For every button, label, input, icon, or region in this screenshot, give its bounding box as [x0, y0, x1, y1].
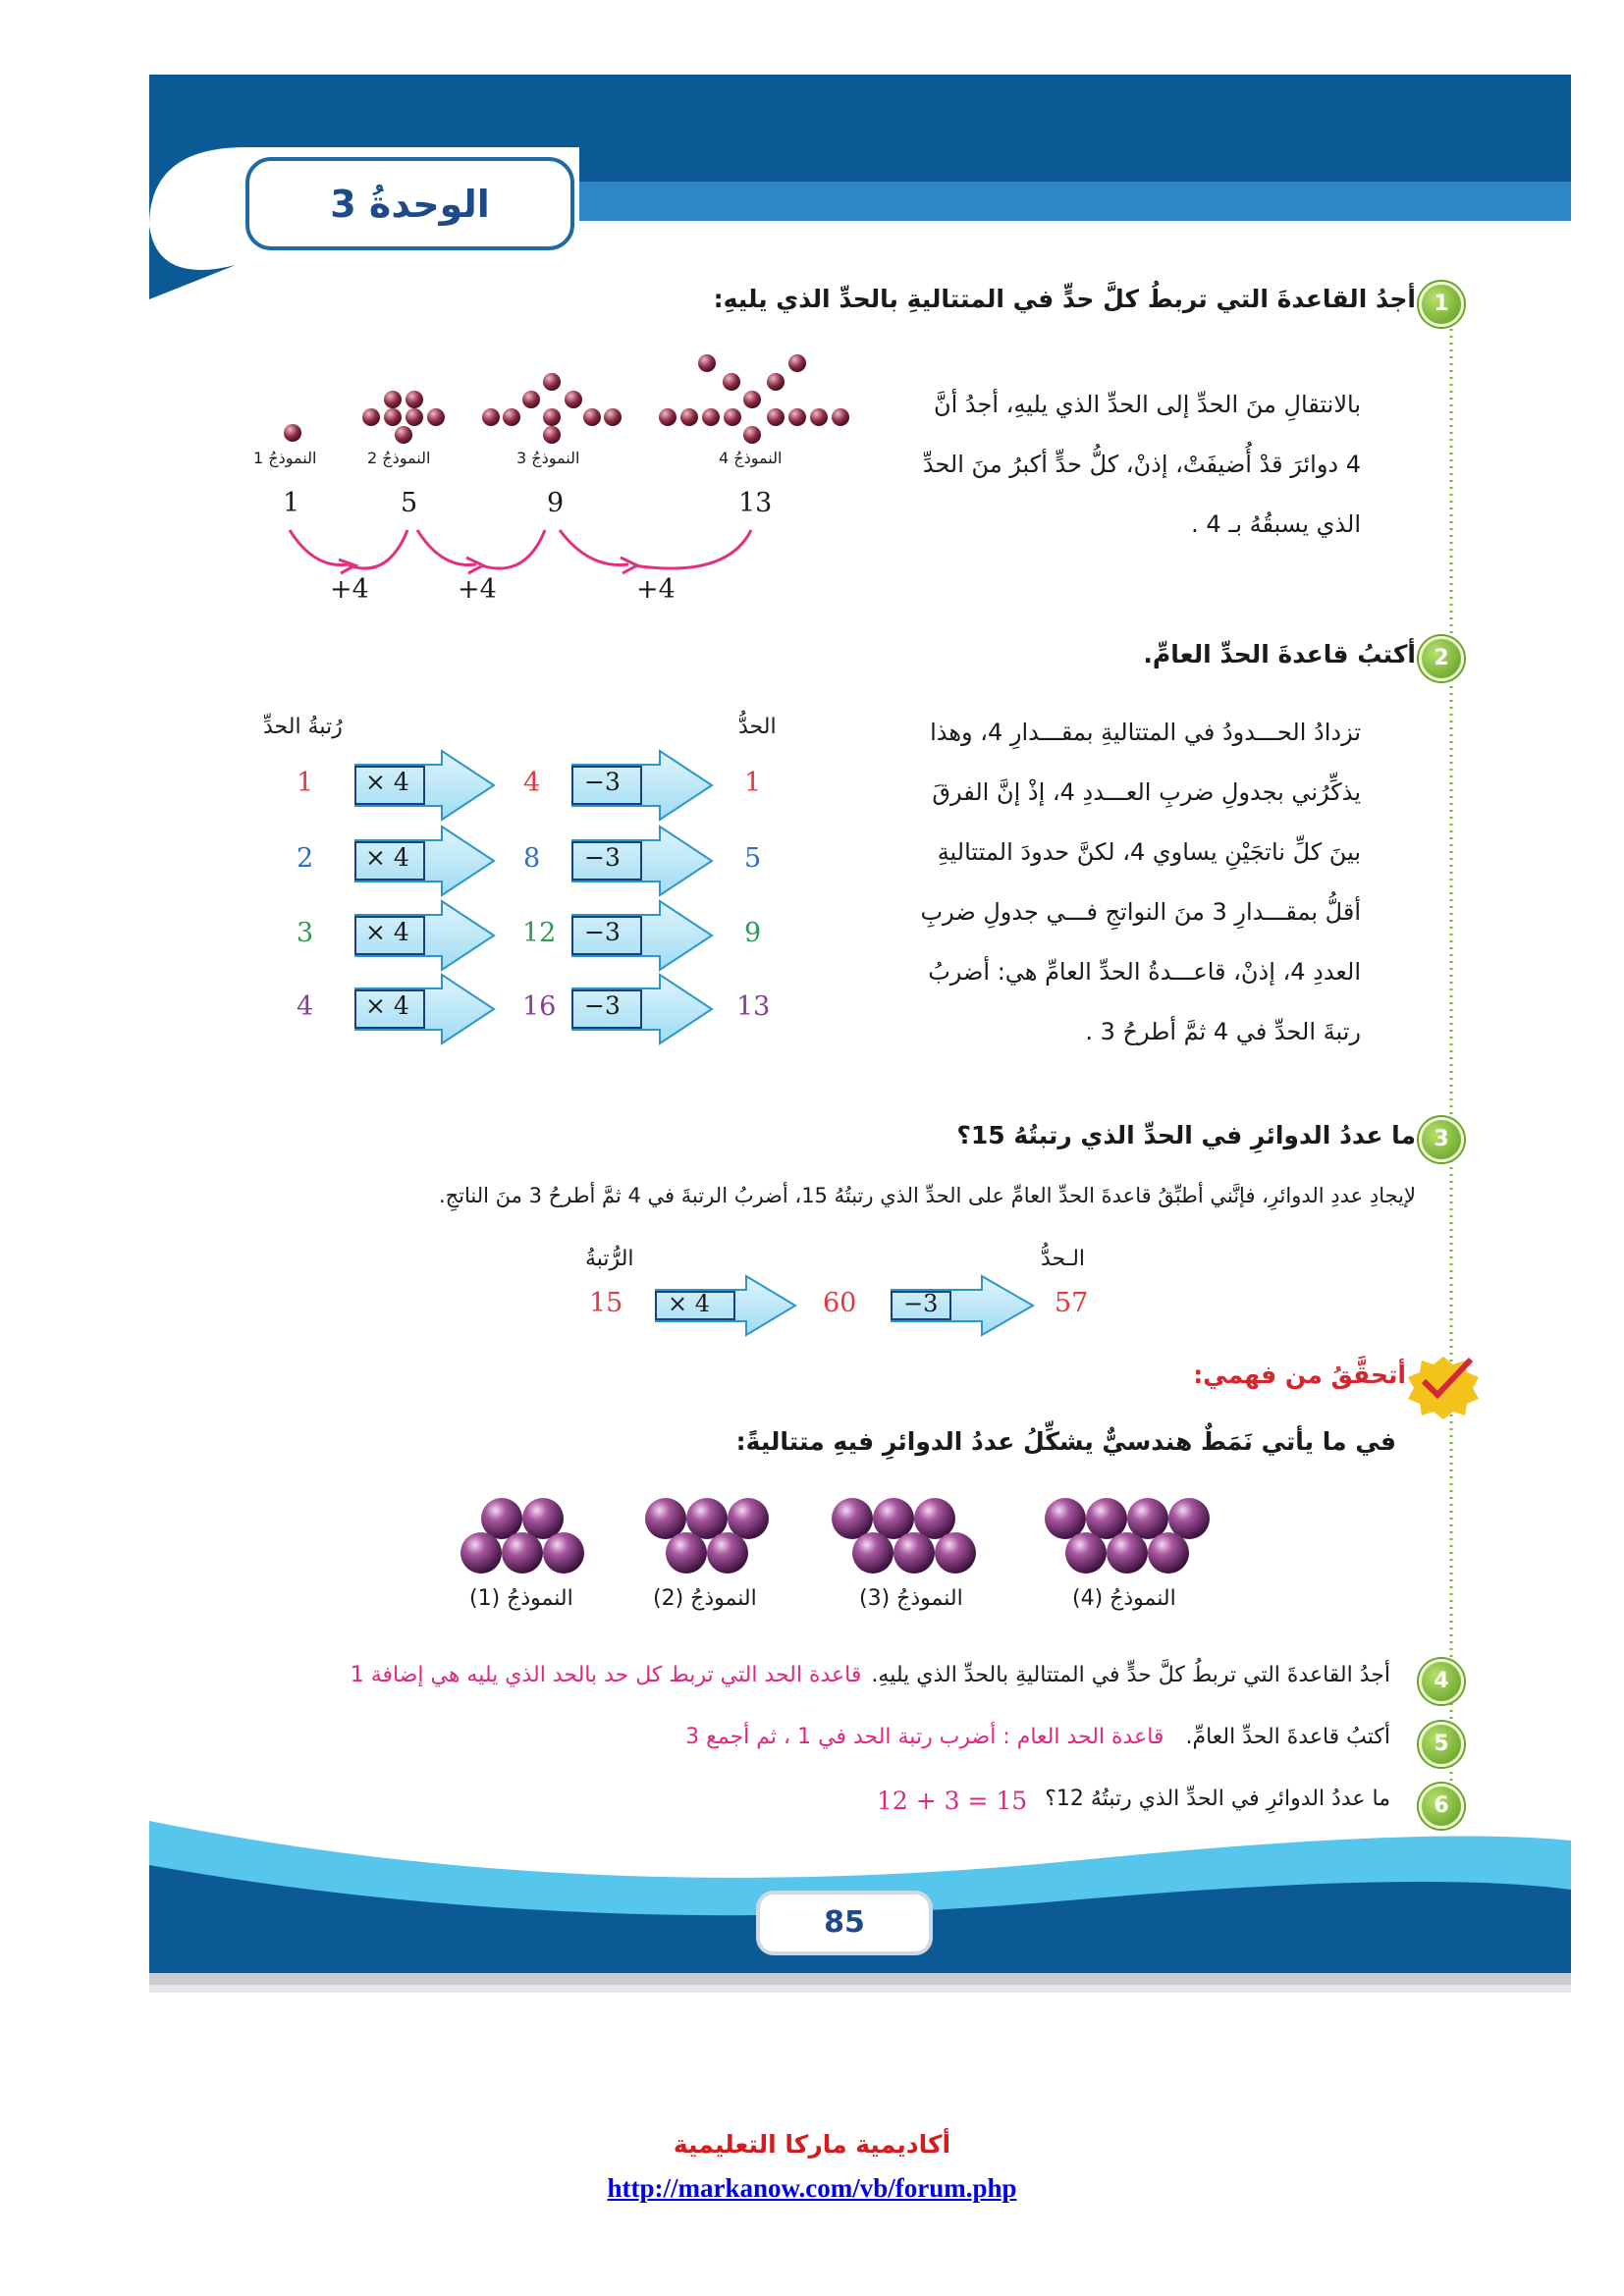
q1-step-3: +4 — [636, 574, 676, 605]
q3-op-multiply: × 4 — [668, 1290, 711, 1317]
q2-number-badge: 2 — [1419, 636, 1464, 681]
unit-title: الوحدةُ 3 — [245, 157, 574, 250]
q4-number-badge: 4 — [1419, 1659, 1464, 1704]
q2-term: 1 — [744, 768, 762, 798]
q1-title: أجدُ القاعدةَ التي تربطُ كلَّ حدٍّ في المتتاليةِ بالحدِّ الذي يليهِ: — [713, 285, 1416, 313]
q4-line — [212, 1663, 1390, 1687]
q3-title: ما عددُ الدوائرِ في الحدِّ الذي رتبتُهُ 15؟ — [956, 1121, 1416, 1149]
q1-model-label-3: النموذجُ 3 — [516, 449, 580, 467]
q5-line — [408, 1725, 1390, 1749]
q2-col-term-header: الحدُّ — [738, 715, 777, 739]
q2-line-3: بينَ كلِّ ناتجَيْنِ يساوي 4، لكنَّ حدودَ المتتاليةِ — [937, 838, 1361, 866]
q1-model-label-2: النموذجُ 2 — [367, 449, 431, 467]
q1-line-2: 4 دوائرَ قدْ أُضيفَتْ، إذنْ، كلُّ حدٍّ أكبرُ منَ الحدِّ — [922, 451, 1361, 478]
pattern-model-2 — [645, 1498, 769, 1574]
q2-line-6: رتبةَ الحدِّ في 4 ثمَّ أطرحُ 3 . — [1085, 1018, 1361, 1045]
q2-term: 13 — [736, 991, 771, 1022]
q1-term-2: 5 — [401, 488, 418, 518]
q6-number-badge: 6 — [1419, 1784, 1464, 1829]
q2-op-subtract: −3 — [584, 768, 621, 796]
pattern-label-3: النموذجُ (3) — [859, 1586, 963, 1611]
q2-op-subtract: −3 — [584, 918, 621, 946]
q1-model-label-4: النموذجُ 4 — [719, 449, 783, 467]
q1-model-1 — [284, 424, 301, 442]
q5-answer: قاعدة الحد العام : أضرب رتبة الحد في 1 ، ثم أجمع 3 — [685, 1725, 1164, 1749]
q2-title: أكتبُ قاعدةَ الحدِّ العامِّ. — [1143, 640, 1416, 668]
q3-term-label: الـحدُّ — [1041, 1247, 1086, 1271]
q3-number-badge: 3 — [1419, 1117, 1464, 1162]
q1-model-3 — [482, 373, 622, 444]
q2-op-subtract: −3 — [584, 991, 621, 1020]
q3-product: 60 — [823, 1288, 857, 1318]
q2-explanation — [899, 703, 1361, 1062]
q2-line-4: أقلُّ بمقـــدارِ 3 منَ النواتجِ فـــي جدولِ ضربِ — [920, 898, 1361, 926]
q1-model-2 — [362, 391, 445, 444]
page-number: 85 — [756, 1891, 933, 1955]
q3-op-subtract: −3 — [903, 1290, 939, 1317]
q6-line — [408, 1787, 1390, 1815]
q6-answer: 12 + 3 = 15 — [877, 1787, 1028, 1815]
q1-term-4: 13 — [738, 488, 773, 518]
q1-model-label-1: النموذجُ 1 — [253, 449, 317, 467]
q2-rank: 1 — [297, 768, 314, 798]
q2-op-multiply: × 4 — [365, 991, 409, 1020]
q4-text: أجدُ القاعدةَ التي تربطُ كلَّ حدٍّ في المتتاليةِ بالحدِّ الذي يليهِ. — [871, 1663, 1390, 1687]
q1-number-badge: 1 — [1419, 282, 1464, 327]
q2-term: 9 — [744, 918, 762, 948]
q5-number-badge: 5 — [1419, 1722, 1464, 1767]
q3-term: 57 — [1055, 1288, 1089, 1318]
pattern-model-1 — [460, 1498, 584, 1574]
q1-step-arrows — [290, 530, 751, 573]
q1-line-1: بالانتقالِ منَ الحدِّ إلى الحدِّ الذي يليهِ، أجدُ أنَّ — [933, 391, 1361, 418]
q2-product: 12 — [522, 918, 557, 948]
check-title: أتحقَّقُ من فهمي: — [1193, 1361, 1406, 1389]
q2-product: 16 — [522, 991, 557, 1022]
pattern-label-1: النموذجُ (1) — [469, 1586, 573, 1611]
pattern-model-4 — [1045, 1498, 1210, 1574]
check-badge-icon — [1408, 1357, 1479, 1419]
q2-product: 8 — [523, 843, 541, 874]
pattern-label-4: النموذجُ (4) — [1072, 1586, 1176, 1611]
q6-text: ما عددُ الدوائرِ في الحدِّ الذي رتبتُهُ 12؟ — [1045, 1787, 1390, 1811]
pattern-label-2: النموذجُ (2) — [653, 1586, 757, 1611]
q2-line-5: العددِ 4، إذنْ، قاعـــدةُ الحدِّ العامِّ هي: أضربُ — [928, 958, 1361, 986]
q2-col-rank-header: رُتبةُ الحدِّ — [263, 715, 343, 739]
q2-op-multiply: × 4 — [365, 768, 409, 796]
q3-rank: 15 — [589, 1288, 623, 1318]
q2-op-multiply: × 4 — [365, 918, 409, 946]
q2-term: 5 — [744, 843, 762, 874]
q1-term-1: 1 — [283, 488, 300, 518]
footer-academy-name: أكاديمية ماركا التعليمية — [673, 2130, 951, 2159]
q2-line-2: يذكِّرُني بجدولِ ضربِ العـــددِ 4، إذْ إنَّ الفرقَ — [932, 778, 1361, 806]
q2-line-1: تزدادُ الحـــدودُ في المتتاليةِ بمقـــدارِ 4، وهذا — [930, 719, 1361, 746]
q2-rank: 2 — [297, 843, 314, 874]
q1-line-3: الذي يسبقُهُ بـ 4 . — [1191, 510, 1361, 538]
q1-explanation — [890, 375, 1361, 555]
q2-rank: 4 — [297, 991, 314, 1022]
q3-rank-label: الرُّتبةُ — [585, 1247, 634, 1271]
q2-product: 4 — [523, 768, 541, 798]
q5-text: أكتبُ قاعدةَ الحدِّ العامِّ. — [1185, 1725, 1390, 1749]
q1-step-2: +4 — [458, 574, 497, 605]
pattern-model-3 — [832, 1498, 976, 1574]
q4-answer: قاعدة الحد التي تربط كل حد بالحد الذي يليه هي إضافة 1 — [350, 1663, 862, 1687]
q1-term-3: 9 — [547, 488, 565, 518]
q2-rank: 3 — [297, 918, 314, 948]
q3-explanation: لإيجادِ عددِ الدوائرِ، فإنَّني أطبِّقُ قاعدةَ الحدِّ العامِّ على الحدِّ الذي رتبتُهُ 15، أضربُ الرتبةَ في 4 ثمَّ أطرحُ 3 منَ الناتجِ. — [438, 1184, 1416, 1207]
q1-step-1: +4 — [330, 574, 369, 605]
footer-link[interactable]: http://markanow.com/vb/forum.php — [607, 2173, 1017, 2203]
q2-op-subtract: −3 — [584, 843, 621, 872]
check-prompt: في ما يأتي نَمَطٌ هندسيٌّ يشكِّلُ عددُ الدوائرِ فيهِ متتاليةً: — [735, 1427, 1396, 1456]
q1-model-4 — [659, 354, 849, 444]
q2-op-multiply: × 4 — [365, 843, 409, 872]
